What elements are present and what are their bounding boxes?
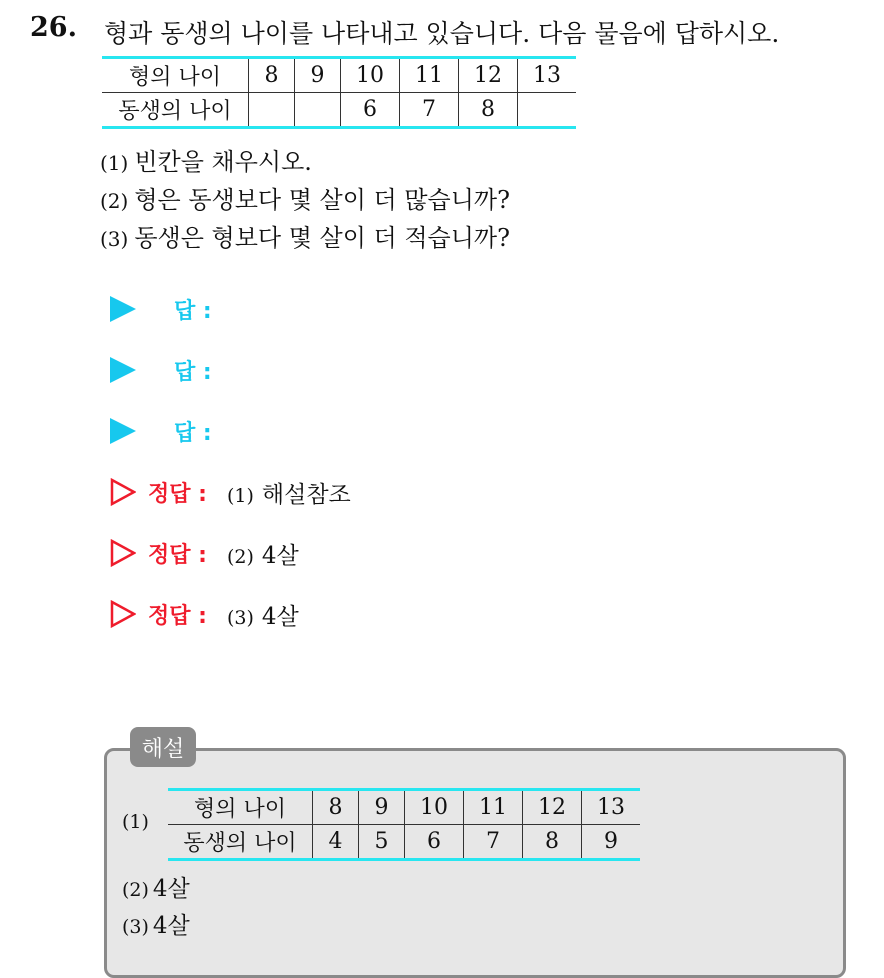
table-cell: 11 xyxy=(464,790,523,825)
table-cell: 9 xyxy=(582,825,641,860)
subquestion-text: 빈칸을 채우시오. xyxy=(134,148,312,176)
row-label: 동생의 나이 xyxy=(102,93,249,128)
table-cell: 9 xyxy=(295,58,341,93)
answer-row-1[interactable] xyxy=(110,291,212,327)
blank-cell xyxy=(295,93,341,128)
table-row xyxy=(102,58,576,93)
explanation-item-2: (2) 4살 xyxy=(122,876,190,902)
answer-label: 답 : xyxy=(174,359,212,385)
solution-label: 정답 : xyxy=(148,603,207,629)
solution-row-2 xyxy=(110,535,299,571)
table-cell: 11 xyxy=(400,58,459,93)
explanation-item-3: (3) 4살 xyxy=(122,913,190,939)
explanation-age-table xyxy=(168,788,640,861)
play-triangle-icon xyxy=(110,418,136,444)
table-cell: 9 xyxy=(359,790,405,825)
subquestion-text: 형은 동생보다 몇 살이 더 많습니까? xyxy=(134,186,510,214)
table-cell: 7 xyxy=(400,93,459,128)
table-cell: 6 xyxy=(405,825,464,860)
answer-label: 답 : xyxy=(174,298,212,324)
answer-label: 답 : xyxy=(174,420,212,446)
table-cell: 13 xyxy=(582,790,641,825)
subquestion-1 xyxy=(100,142,312,177)
table-row xyxy=(102,93,576,128)
play-triangle-icon xyxy=(110,296,136,322)
subquestion-number: (2) xyxy=(100,189,129,213)
table-cell: 10 xyxy=(341,58,400,93)
subquestion-text: 동생은 형보다 몇 살이 더 적습니까? xyxy=(134,224,510,252)
solution-row-1 xyxy=(110,474,351,510)
table-cell: 8 xyxy=(523,825,582,860)
table-cell: 10 xyxy=(405,790,464,825)
table-cell: 6 xyxy=(341,93,400,128)
subquestion-3 xyxy=(100,218,510,253)
solution-row-3 xyxy=(110,596,299,632)
row-label: 형의 나이 xyxy=(168,790,313,825)
question-number: 26. xyxy=(30,12,77,43)
table-cell: 8 xyxy=(249,58,295,93)
play-triangle-icon xyxy=(110,357,136,383)
outline-triangle-icon xyxy=(110,478,136,506)
explanation-item-1-number: (1) xyxy=(122,811,149,833)
answer-row-2[interactable] xyxy=(110,352,212,388)
row-label: 동생의 나이 xyxy=(168,825,313,860)
explanation-box xyxy=(104,748,846,978)
row-label: 형의 나이 xyxy=(102,58,249,93)
table-cell: 5 xyxy=(359,825,405,860)
solution-text: (2) 4살 xyxy=(226,542,299,569)
table-cell: 8 xyxy=(459,93,518,128)
solution-text: (1) 해설참조 xyxy=(226,481,351,508)
subquestion-number: (3) xyxy=(100,227,129,251)
table-cell: 12 xyxy=(523,790,582,825)
blank-cell xyxy=(518,93,577,128)
solution-text: (3) 4살 xyxy=(226,603,299,630)
table-cell: 13 xyxy=(518,58,577,93)
solution-label: 정답 : xyxy=(148,481,207,507)
solution-label: 정답 : xyxy=(148,542,207,568)
explanation-tag: 해설 xyxy=(130,727,196,767)
question-text: 형과 동생의 나이를 나타내고 있습니다. 다음 물음에 답하시오. xyxy=(104,19,780,48)
subquestion-2 xyxy=(100,180,510,215)
table-cell: 4 xyxy=(313,825,359,860)
answer-row-3[interactable] xyxy=(110,413,212,449)
subquestion-number: (1) xyxy=(100,151,129,175)
outline-triangle-icon xyxy=(110,539,136,567)
table-row xyxy=(168,825,640,860)
table-cell: 8 xyxy=(313,790,359,825)
table-row xyxy=(168,790,640,825)
outline-triangle-icon xyxy=(110,600,136,628)
age-table xyxy=(102,56,576,129)
blank-cell xyxy=(249,93,295,128)
table-cell: 12 xyxy=(459,58,518,93)
table-cell: 7 xyxy=(464,825,523,860)
